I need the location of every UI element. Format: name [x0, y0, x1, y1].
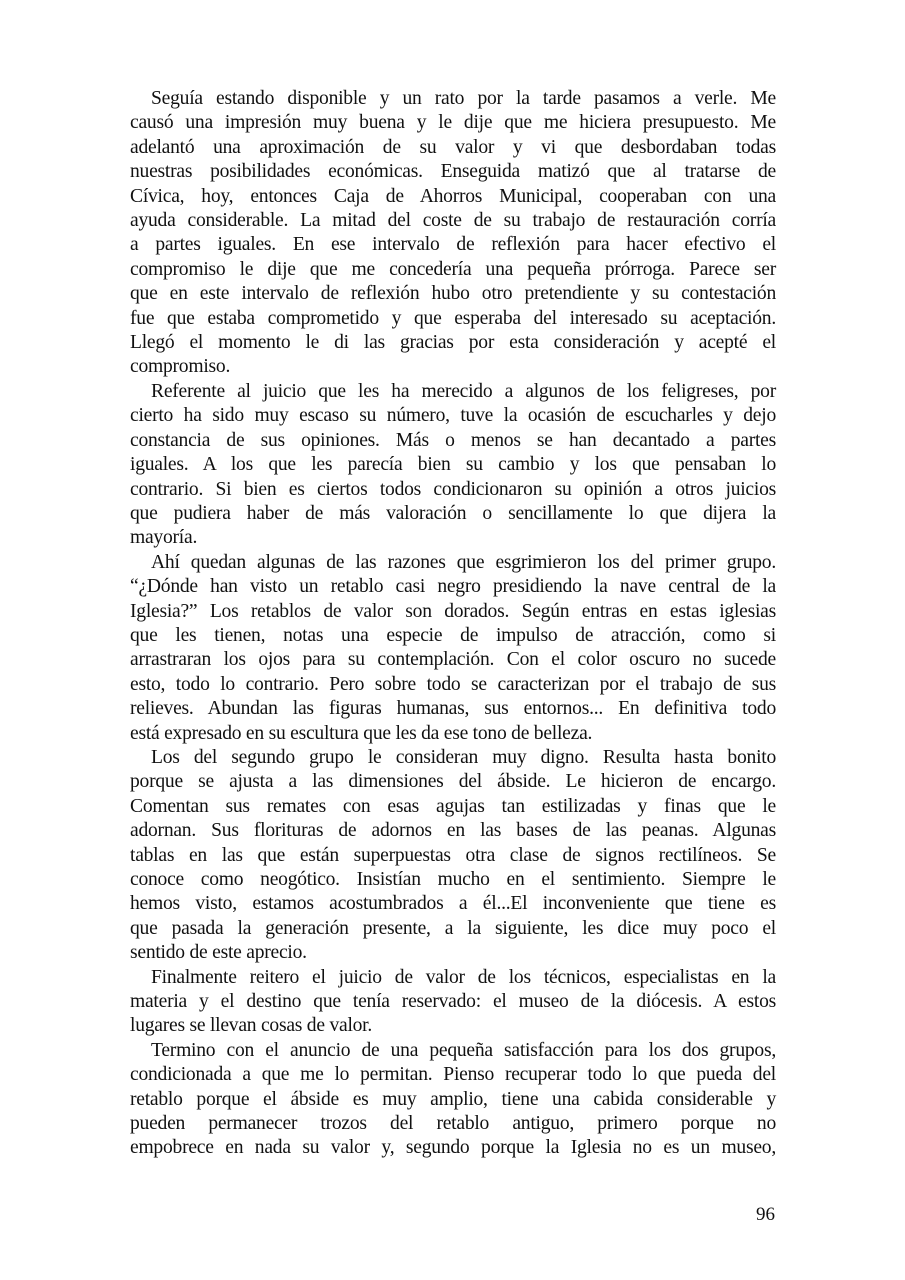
text-line: pueden permanecer trozos del retablo antiguo, primero porque no [130, 1113, 776, 1135]
text-line: relieves. Abundan las figuras humanas, sus entornos... En definitiva todo [130, 698, 776, 720]
text-line: Los del segundo grupo le consideran muy digno. Resulta hasta bonito [151, 746, 776, 768]
text-line: hemos visto, estamos acostumbrados a él...El inconveniente que tiene es [130, 893, 776, 915]
body-text [130, 87, 776, 1161]
paragraph [130, 1039, 776, 1161]
text-line: compromiso. [130, 356, 231, 378]
text-line: constancia de sus opiniones. Más o menos se han decantado a partes [130, 429, 776, 451]
text-line: iguales. A los que les parecía bien su cambio y los que pensaban lo [130, 454, 776, 476]
text-line: empobrece en nada su valor y, segundo porque la Iglesia no es un museo, [130, 1137, 776, 1159]
text-line: nuestras posibilidades económicas. Enseguida matizó que al tratarse de [130, 161, 776, 183]
text-line: que pasada la generación presente, a la siguiente, les dice muy poco el [130, 917, 776, 939]
text-line: condicionada a que me lo permitan. Pienso recuperar todo lo que pueda del [130, 1064, 776, 1086]
text-line: materia y el destino que tenía reservado: el museo de la diócesis. A estos [130, 991, 776, 1013]
text-line: adornan. Sus florituras de adornos en las bases de las peanas. Algunas [130, 820, 776, 842]
text-line: Cívica, hoy, entonces Caja de Ahorros Municipal, cooperaban con una [130, 185, 776, 207]
paragraph [130, 746, 776, 966]
text-line: causó una impresión muy buena y le dije que me hiciera presupuesto. Me [130, 112, 776, 134]
paragraph [130, 966, 776, 1039]
text-line: contrario. Si bien es ciertos todos condicionaron su opinión a otros juicios [130, 478, 776, 500]
text-line: compromiso le dije que me concedería una pequeña prórroga. Parece ser [130, 258, 776, 280]
text-line: Termino con el anuncio de una pequeña satisfacción para los dos grupos, [151, 1039, 776, 1061]
text-line: lugares se llevan cosas de valor. [130, 1015, 373, 1037]
text-line: sentido de este aprecio. [130, 942, 307, 964]
text-line: Iglesia?” Los retablos de valor son dorados. Según entras en estas iglesias [130, 600, 776, 622]
text-line: porque se ajusta a las dimensiones del ábside. Le hicieron de encargo. [130, 771, 776, 793]
paragraph [130, 87, 776, 380]
text-line: retablo porque el ábside es muy amplio, tiene una cabida considerable y [130, 1088, 776, 1110]
text-line: arrastraran los ojos para su contemplación. Con el color oscuro no sucede [130, 649, 776, 671]
text-line: Seguía estando disponible y un rato por la tarde pasamos a verle. Me [151, 88, 776, 109]
text-line: que les tienen, notas una especie de impulso de atracción, como si [130, 624, 776, 646]
text-line: tablas en las que están superpuestas otra clase de signos rectilíneos. Se [130, 844, 776, 866]
text-line: cierto ha sido muy escaso su número, tuve la ocasión de escucharles y dejo [130, 405, 776, 427]
text-line: Llegó el momento le di las gracias por esta consideración y acepté el [130, 332, 776, 354]
text-line: conoce como neogótico. Insistían mucho en el sentimiento. Siempre le [130, 869, 776, 890]
text-line: Ahí quedan algunas de las razones que esgrimieron los del primer grupo. [151, 551, 776, 573]
text-line: a partes iguales. En ese intervalo de reflexión para hacer efectivo el [130, 234, 776, 256]
text-line: esto, todo lo contrario. Pero sobre todo se caracterizan por el trabajo de sus [130, 673, 776, 695]
paragraph [130, 380, 776, 551]
text-line: que pudiera haber de más valoración o sencillamente lo que dijera la [130, 502, 776, 524]
text-line: ayuda considerable. La mitad del coste de su trabajo de restauración corría [130, 210, 776, 232]
text-line: adelantó una aproximación de su valor y vi que desbordaban todas [130, 136, 776, 158]
text-line: que en este intervalo de reflexión hubo otro pretendiente y su contestación [130, 283, 776, 305]
text-line: mayoría. [130, 527, 198, 549]
text-line: está expresado en su escultura que les da ese tono de belleza. [130, 722, 593, 744]
page-number: 96 [756, 1204, 775, 1225]
text-line: Finalmente reitero el juicio de valor de los técnicos, especialistas en la [151, 966, 776, 988]
text-line: “¿Dónde han visto un retablo casi negro presidiendo la nave central de la [130, 576, 776, 598]
text-line: fue que estaba comprometido y que esperaba del interesado su aceptación. [130, 307, 776, 329]
text-line: Comentan sus remates con esas agujas tan estilizadas y finas que le [130, 795, 776, 817]
text-line: Referente al juicio que les ha merecido a algunos de los feligreses, por [151, 380, 776, 402]
paragraph [130, 551, 776, 746]
